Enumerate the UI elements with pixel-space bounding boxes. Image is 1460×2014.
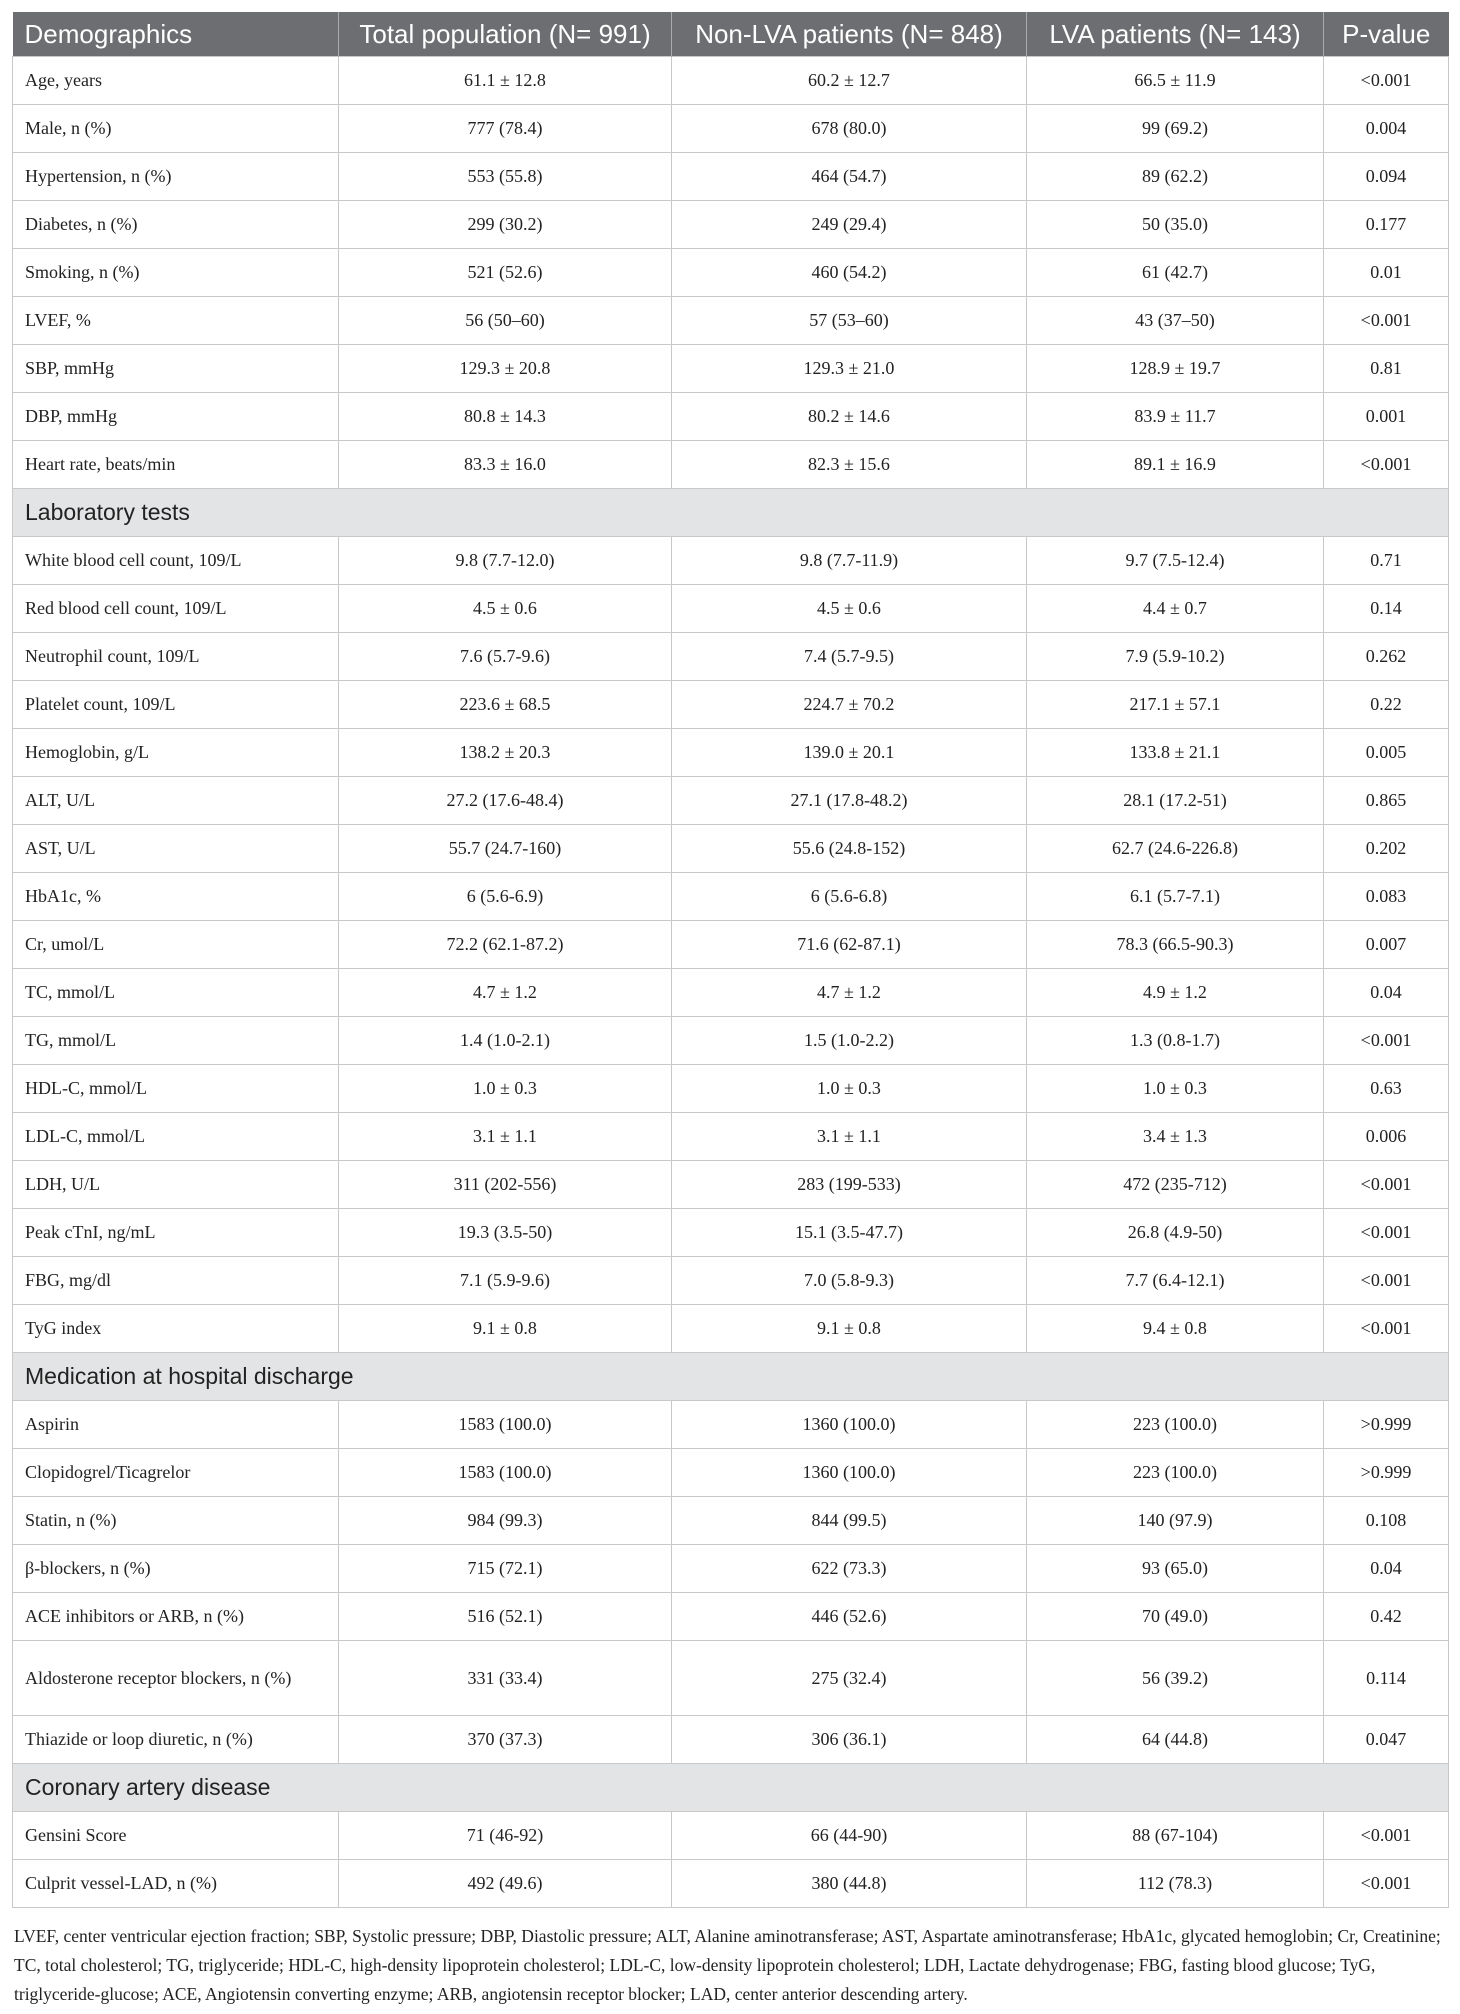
table-cell: 9.8 (7.7-12.0) [339, 537, 672, 585]
table-cell: 1360 (100.0) [672, 1401, 1027, 1449]
table-cell: 0.71 [1324, 537, 1449, 585]
table-cell: 61.1 ± 12.8 [339, 57, 672, 105]
table-cell: 1.0 ± 0.3 [1027, 1065, 1324, 1113]
row-label: White blood cell count, 109/L [13, 537, 339, 585]
table-cell: 89 (62.2) [1027, 153, 1324, 201]
table-cell: 3.1 ± 1.1 [339, 1113, 672, 1161]
row-label: Thiazide or loop diuretic, n (%) [13, 1716, 339, 1764]
row-label: HbA1c, % [13, 873, 339, 921]
table-cell: 138.2 ± 20.3 [339, 729, 672, 777]
row-label: ALT, U/L [13, 777, 339, 825]
table-cell: 283 (199-533) [672, 1161, 1027, 1209]
table-cell: 15.1 (3.5-47.7) [672, 1209, 1027, 1257]
table-cell: 3.4 ± 1.3 [1027, 1113, 1324, 1161]
table-cell: 1.0 ± 0.3 [672, 1065, 1027, 1113]
table-cell: 380 (44.8) [672, 1860, 1027, 1908]
table-cell: 844 (99.5) [672, 1497, 1027, 1545]
table-cell: 82.3 ± 15.6 [672, 441, 1027, 489]
row-label: TG, mmol/L [13, 1017, 339, 1065]
row-label: Smoking, n (%) [13, 249, 339, 297]
table-cell: 0.04 [1324, 969, 1449, 1017]
table-cell: 678 (80.0) [672, 105, 1027, 153]
table-cell: 0.01 [1324, 249, 1449, 297]
table-cell: 66 (44-90) [672, 1812, 1027, 1860]
row-label: AST, U/L [13, 825, 339, 873]
row-label: FBG, mg/dl [13, 1257, 339, 1305]
table-cell: 715 (72.1) [339, 1545, 672, 1593]
table-cell: 492 (49.6) [339, 1860, 672, 1908]
table-cell: <0.001 [1324, 441, 1449, 489]
row-label: ACE inhibitors or ARB, n (%) [13, 1593, 339, 1641]
table-cell: 553 (55.8) [339, 153, 672, 201]
lab-section [13, 489, 1449, 537]
row-label: DBP, mmHg [13, 393, 339, 441]
table-cell: 64 (44.8) [1027, 1716, 1324, 1764]
table-cell: 984 (99.3) [339, 1497, 672, 1545]
table-cell: <0.001 [1324, 1812, 1449, 1860]
table-cell: 0.262 [1324, 633, 1449, 681]
table-cell: 71.6 (62-87.1) [672, 921, 1027, 969]
table-cell: 50 (35.0) [1027, 201, 1324, 249]
table-cell: 139.0 ± 20.1 [672, 729, 1027, 777]
table-row [13, 681, 1449, 729]
row-label: Platelet count, 109/L [13, 681, 339, 729]
table-cell: 223 (100.0) [1027, 1449, 1324, 1497]
table-cell: 60.2 ± 12.7 [672, 57, 1027, 105]
table-cell: 27.1 (17.8-48.2) [672, 777, 1027, 825]
table-cell: <0.001 [1324, 1017, 1449, 1065]
table-cell: 78.3 (66.5-90.3) [1027, 921, 1324, 969]
table-cell: 4.9 ± 1.2 [1027, 969, 1324, 1017]
table-cell: 249 (29.4) [672, 201, 1027, 249]
table-row [13, 1113, 1449, 1161]
table-cell: 3.1 ± 1.1 [672, 1113, 1027, 1161]
table-cell: 4.5 ± 0.6 [339, 585, 672, 633]
row-label: Age, years [13, 57, 339, 105]
table-cell: 7.0 (5.8-9.3) [672, 1257, 1027, 1305]
table-cell: 223 (100.0) [1027, 1401, 1324, 1449]
table-row [13, 1497, 1449, 1545]
row-label: Hemoglobin, g/L [13, 729, 339, 777]
table-cell: 464 (54.7) [672, 153, 1027, 201]
table-cell: 0.007 [1324, 921, 1449, 969]
table-cell: 275 (32.4) [672, 1641, 1027, 1716]
table-cell: 370 (37.3) [339, 1716, 672, 1764]
table-cell: 57 (53–60) [672, 297, 1027, 345]
table-cell: 89.1 ± 16.9 [1027, 441, 1324, 489]
table-cell: 1.4 (1.0-2.1) [339, 1017, 672, 1065]
table-cell: 472 (235-712) [1027, 1161, 1324, 1209]
table-cell: 133.8 ± 21.1 [1027, 729, 1324, 777]
row-label: TC, mmol/L [13, 969, 339, 1017]
section-header-coronary [13, 1764, 1449, 1812]
table-cell: 223.6 ± 68.5 [339, 681, 672, 729]
table-cell: 0.22 [1324, 681, 1449, 729]
table-cell: 0.177 [1324, 201, 1449, 249]
table-row [13, 729, 1449, 777]
table-cell: 0.81 [1324, 345, 1449, 393]
table-cell: 55.6 (24.8-152) [672, 825, 1027, 873]
table-row [13, 1065, 1449, 1113]
table-row [13, 297, 1449, 345]
table-cell: <0.001 [1324, 57, 1449, 105]
table-row [13, 921, 1449, 969]
table-row [13, 393, 1449, 441]
row-label: SBP, mmHg [13, 345, 339, 393]
header-non-lva: Non-LVA patients (N= 848) [672, 12, 1027, 57]
row-label: β-blockers, n (%) [13, 1545, 339, 1593]
table-cell: 4.7 ± 1.2 [672, 969, 1027, 1017]
table-cell: 83.9 ± 11.7 [1027, 393, 1324, 441]
table-cell: 4.7 ± 1.2 [339, 969, 672, 1017]
table-cell: 9.8 (7.7-11.9) [672, 537, 1027, 585]
table-cell: 224.7 ± 70.2 [672, 681, 1027, 729]
table-cell: 66.5 ± 11.9 [1027, 57, 1324, 105]
table-cell: 70 (49.0) [1027, 1593, 1324, 1641]
table-row [13, 105, 1449, 153]
section-title: Coronary artery disease [13, 1764, 1449, 1812]
table-cell: 83.3 ± 16.0 [339, 441, 672, 489]
row-label: Male, n (%) [13, 105, 339, 153]
table-cell: 7.9 (5.9-10.2) [1027, 633, 1324, 681]
table-cell: >0.999 [1324, 1401, 1449, 1449]
table-cell: 27.2 (17.6-48.4) [339, 777, 672, 825]
table-container [12, 12, 1448, 2009]
table-cell: 129.3 ± 20.8 [339, 345, 672, 393]
table-cell: 72.2 (62.1-87.2) [339, 921, 672, 969]
table-cell: 1.5 (1.0-2.2) [672, 1017, 1027, 1065]
row-label: Hypertension, n (%) [13, 153, 339, 201]
row-label: Aspirin [13, 1401, 339, 1449]
table-cell: 80.8 ± 14.3 [339, 393, 672, 441]
row-label: Culprit vessel-LAD, n (%) [13, 1860, 339, 1908]
table-cell: 446 (52.6) [672, 1593, 1027, 1641]
table-row [13, 153, 1449, 201]
table-cell: 311 (202-556) [339, 1161, 672, 1209]
table-cell: 306 (36.1) [672, 1716, 1027, 1764]
table-cell: 6 (5.6-6.9) [339, 873, 672, 921]
row-label: Clopidogrel/Ticagrelor [13, 1449, 339, 1497]
row-label: Aldosterone receptor blockers, n (%) [13, 1641, 339, 1716]
table-cell: 61 (42.7) [1027, 249, 1324, 297]
table-row [13, 537, 1449, 585]
table-row [13, 873, 1449, 921]
table-cell: 71 (46-92) [339, 1812, 672, 1860]
table-cell: 62.7 (24.6-226.8) [1027, 825, 1324, 873]
section-title: Medication at hospital discharge [13, 1353, 1449, 1401]
footnote: LVEF, center ventricular ejection fraction; SBP, Systolic pressure; DBP, Diastolic pressure; ALT, Alanine aminotransferase; AST, Aspartate aminotransferase; HbA1c, glycated hemoglobin; Cr, Creatinine; TC, total cholesterol; TG, triglyceride; HDL-C, high-density lipoprotein cholesterol; LDL-C, low-density lipoprotein cholesterol; LDH, Lactate dehydrogenase; FBG, fasting blood glucose; TyG, triglyceride-glucose; ACE, Angiotensin converting enzyme; ARB, angiotensin receptor blocker; LAD, center anterior descending artery. [14, 1926, 1441, 2004]
section-title: Laboratory tests [13, 489, 1449, 537]
table-cell: 9.1 ± 0.8 [672, 1305, 1027, 1353]
table-cell: 0.202 [1324, 825, 1449, 873]
table-cell: 9.7 (7.5-12.4) [1027, 537, 1324, 585]
row-label: Diabetes, n (%) [13, 201, 339, 249]
row-label: TyG index [13, 1305, 339, 1353]
table-cell: 128.9 ± 19.7 [1027, 345, 1324, 393]
table-cell: 56 (39.2) [1027, 1641, 1324, 1716]
table-cell: 129.3 ± 21.0 [672, 345, 1027, 393]
table-row [13, 1641, 1449, 1716]
table-row [13, 441, 1449, 489]
table-cell: 99 (69.2) [1027, 105, 1324, 153]
header-total-population: Total population (N= 991) [339, 12, 672, 57]
table-cell: 299 (30.2) [339, 201, 672, 249]
table-cell: 7.1 (5.9-9.6) [339, 1257, 672, 1305]
table-cell: 0.14 [1324, 585, 1449, 633]
table-cell: 217.1 ± 57.1 [1027, 681, 1324, 729]
table-cell: 9.4 ± 0.8 [1027, 1305, 1324, 1353]
table-cell: <0.001 [1324, 1257, 1449, 1305]
table-row [13, 825, 1449, 873]
table-row [13, 969, 1449, 1017]
table-cell: 112 (78.3) [1027, 1860, 1324, 1908]
table-cell: 0.004 [1324, 105, 1449, 153]
section-header-medication [13, 1353, 1449, 1401]
table-cell: 0.094 [1324, 153, 1449, 201]
table-row [13, 1812, 1449, 1860]
table-cell: 777 (78.4) [339, 105, 672, 153]
table-cell: 6.1 (5.7-7.1) [1027, 873, 1324, 921]
table-cell: 1.0 ± 0.3 [339, 1065, 672, 1113]
table-cell: 0.865 [1324, 777, 1449, 825]
table-cell: 6 (5.6-6.8) [672, 873, 1027, 921]
table-cell: <0.001 [1324, 297, 1449, 345]
row-label: Heart rate, beats/min [13, 441, 339, 489]
table-cell: 80.2 ± 14.6 [672, 393, 1027, 441]
table-row [13, 1545, 1449, 1593]
demographics-body [13, 57, 1449, 489]
header-demographics: Demographics [13, 12, 339, 57]
table-cell: 0.001 [1324, 393, 1449, 441]
table-cell: 19.3 (3.5-50) [339, 1209, 672, 1257]
table-cell: 331 (33.4) [339, 1641, 672, 1716]
table-cell: 0.005 [1324, 729, 1449, 777]
table-cell: 1583 (100.0) [339, 1449, 672, 1497]
table-row [13, 249, 1449, 297]
table-cell: 0.083 [1324, 873, 1449, 921]
table-cell: 0.04 [1324, 1545, 1449, 1593]
table-cell: 622 (73.3) [672, 1545, 1027, 1593]
table-row [13, 57, 1449, 105]
header-p-value: P-value [1324, 12, 1449, 57]
row-label: LVEF, % [13, 297, 339, 345]
table-cell: 4.4 ± 0.7 [1027, 585, 1324, 633]
table-row [13, 777, 1449, 825]
table-cell: <0.001 [1324, 1161, 1449, 1209]
section-header-laboratory [13, 489, 1449, 537]
row-label: LDL-C, mmol/L [13, 1113, 339, 1161]
table-row [13, 1401, 1449, 1449]
row-label: Peak cTnI, ng/mL [13, 1209, 339, 1257]
table-row [13, 1257, 1449, 1305]
table-row [13, 1449, 1449, 1497]
row-label: Gensini Score [13, 1812, 339, 1860]
table-cell: <0.001 [1324, 1860, 1449, 1908]
table-cell: 7.6 (5.7-9.6) [339, 633, 672, 681]
table-row [13, 1209, 1449, 1257]
table-cell: 1583 (100.0) [339, 1401, 672, 1449]
table-cell: 140 (97.9) [1027, 1497, 1324, 1545]
table-cell: 1.3 (0.8-1.7) [1027, 1017, 1324, 1065]
table-row [13, 1716, 1449, 1764]
row-label: HDL-C, mmol/L [13, 1065, 339, 1113]
table-row [13, 201, 1449, 249]
table-row [13, 633, 1449, 681]
row-label: Statin, n (%) [13, 1497, 339, 1545]
header-lva: LVA patients (N= 143) [1027, 12, 1324, 57]
header-row [13, 12, 1449, 57]
table-row [13, 1305, 1449, 1353]
table-row [13, 1593, 1449, 1641]
row-label: LDH, U/L [13, 1161, 339, 1209]
table-cell: >0.999 [1324, 1449, 1449, 1497]
table-cell: 0.63 [1324, 1065, 1449, 1113]
med-body [13, 1401, 1449, 1764]
table-cell: 55.7 (24.7-160) [339, 825, 672, 873]
table-cell: 521 (52.6) [339, 249, 672, 297]
table-row [13, 585, 1449, 633]
table-cell: 26.8 (4.9-50) [1027, 1209, 1324, 1257]
table-row [13, 345, 1449, 393]
table-cell: <0.001 [1324, 1305, 1449, 1353]
cad-section [13, 1764, 1449, 1812]
table-cell: <0.001 [1324, 1209, 1449, 1257]
table-cell: 28.1 (17.2-51) [1027, 777, 1324, 825]
table-cell: 516 (52.1) [339, 1593, 672, 1641]
table-cell: 1360 (100.0) [672, 1449, 1027, 1497]
table-cell: 9.1 ± 0.8 [339, 1305, 672, 1353]
baseline-characteristics-table [12, 12, 1449, 1908]
row-label: Cr, umol/L [13, 921, 339, 969]
row-label: Red blood cell count, 109/L [13, 585, 339, 633]
table-cell: 460 (54.2) [672, 249, 1027, 297]
table-cell: 0.108 [1324, 1497, 1449, 1545]
cad-body [13, 1812, 1449, 1908]
lab-body [13, 537, 1449, 1353]
table-cell: 93 (65.0) [1027, 1545, 1324, 1593]
table-cell: 88 (67-104) [1027, 1812, 1324, 1860]
table-cell: 43 (37–50) [1027, 297, 1324, 345]
table-cell: 7.7 (6.4-12.1) [1027, 1257, 1324, 1305]
table-cell: 56 (50–60) [339, 297, 672, 345]
table-cell: 7.4 (5.7-9.5) [672, 633, 1027, 681]
table-cell: 0.006 [1324, 1113, 1449, 1161]
med-section [13, 1353, 1449, 1401]
table-cell: 4.5 ± 0.6 [672, 585, 1027, 633]
table-row [13, 1161, 1449, 1209]
table-row [13, 1860, 1449, 1908]
row-label: Neutrophil count, 109/L [13, 633, 339, 681]
table-cell: 0.42 [1324, 1593, 1449, 1641]
table-cell: 0.047 [1324, 1716, 1449, 1764]
table-cell: 0.114 [1324, 1641, 1449, 1716]
table-row [13, 1017, 1449, 1065]
